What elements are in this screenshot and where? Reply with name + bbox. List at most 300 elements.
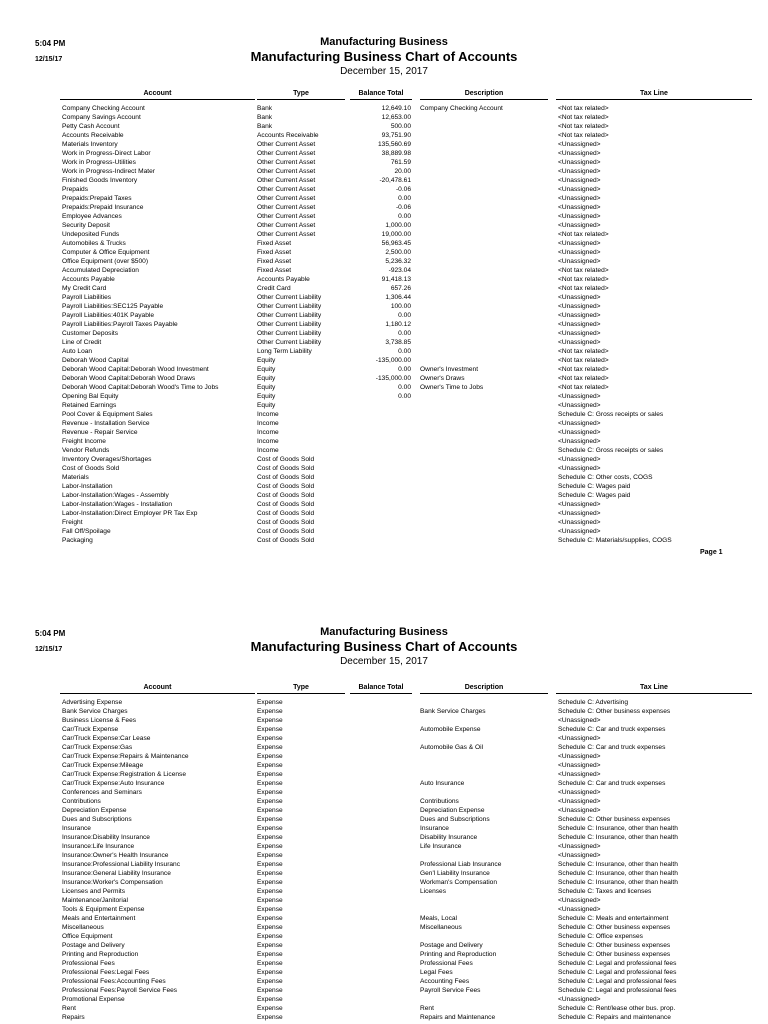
type-cell: Cost of Goods Sold [257,465,315,472]
tax-line-cell: <Unassigned> [558,717,601,724]
tax-line-cell: Schedule C: Wages paid [558,483,631,490]
tax-line-cell: <Not tax related> [558,285,609,292]
table-row [0,779,768,788]
type-cell: Cost of Goods Sold [257,501,315,508]
table-row [0,977,768,986]
account-cell: Car/Truck Expense:Registration & License [62,771,186,778]
balance-cell: 100.00 [390,303,411,310]
description-cell: Accounting Fees [420,978,470,985]
account-cell: Professional Fees:Legal Fees [62,969,150,976]
table-row [0,869,768,878]
account-cell: Vendor Refunds [62,447,110,454]
tax-line-cell: <Not tax related> [558,366,609,373]
type-cell: Equity [257,366,276,373]
table-row [0,905,768,914]
type-cell: Expense [257,852,283,859]
account-cell: Accumulated Depreciation [62,267,139,274]
type-cell: Other Current Asset [257,222,316,229]
type-cell: Fixed Asset [257,258,292,265]
table-row [0,941,768,950]
account-cell: Car/Truck Expense [62,726,119,733]
type-cell: Other Current Liability [257,330,322,337]
type-cell: Expense [257,834,283,841]
account-cell: Payroll Liabilities:Payroll Taxes Payable [62,321,178,328]
account-cell: Maintenance/Janitorial [62,897,128,904]
tax-line-cell: <Unassigned> [558,321,601,328]
balance-cell: 500.00 [390,123,411,130]
account-cell: Dues and Subscriptions [62,816,132,823]
account-cell: Work in Progress-Direct Labor [62,150,151,157]
type-cell: Expense [257,915,283,922]
tax-line-cell: <Unassigned> [558,258,601,265]
tax-line-cell: <Unassigned> [558,249,601,256]
table-row [0,914,768,923]
table-row [0,734,768,743]
account-cell: Rent [62,1005,76,1012]
description-cell: Insurance [420,825,449,832]
balance-cell: 1,306.44 [385,294,411,301]
table-row [0,968,768,977]
balance-cell: 1,180.12 [385,321,411,328]
table-row [0,248,768,257]
table-row [0,923,768,932]
account-cell: Insurance:Worker's Compensation [62,879,163,886]
tax-line-cell: Schedule C: Insurance, other than health [558,825,678,832]
tax-line-cell: Schedule C: Other business expenses [558,816,671,823]
tax-line-cell: Schedule C: Advertising [558,699,629,706]
company-name: Manufacturing Business [320,36,448,48]
report-page-2 [0,590,768,1024]
table-row [0,797,768,806]
account-cell: Cost of Goods Sold [62,465,120,472]
table-row [0,887,768,896]
account-cell: Prepaids:Prepaid Taxes [62,195,132,202]
table-row [0,284,768,293]
tax-line-cell: <Unassigned> [558,438,601,445]
account-cell: Insurance:Owner's Health Insurance [62,852,169,859]
tax-line-cell: Schedule C: Other business expenses [558,924,671,931]
table-row [0,194,768,203]
table-row [0,356,768,365]
account-cell: Licenses and Permits [62,888,126,895]
table-row [0,113,768,122]
tax-line-cell: <Unassigned> [558,852,601,859]
type-cell: Other Current Asset [257,141,316,148]
tax-line-cell: <Unassigned> [558,195,601,202]
table-row [0,176,768,185]
description-cell: Professional Liab Insurance [420,861,502,868]
type-cell: Other Current Liability [257,339,322,346]
account-cell: Company Savings Account [62,114,141,121]
tax-line-cell: <Unassigned> [558,240,601,247]
report-subtitle: December 15, 2017 [340,66,428,77]
tax-line-cell: Schedule C: Taxes and licenses [558,888,652,895]
table-row [0,806,768,815]
table-row [0,203,768,212]
tax-line-cell: <Unassigned> [558,762,601,769]
tax-line-cell: <Unassigned> [558,294,601,301]
table-row [0,167,768,176]
tax-line-cell: <Unassigned> [558,141,601,148]
type-cell: Fixed Asset [257,249,292,256]
table-row [0,122,768,131]
account-cell: Computer & Office Equipment [62,249,150,256]
type-cell: Expense [257,771,283,778]
table-row [0,239,768,248]
type-cell: Cost of Goods Sold [257,528,315,535]
balance-cell: 38,889.98 [381,150,411,157]
type-cell: Fixed Asset [257,240,292,247]
account-cell: Labor-Installation [62,483,113,490]
tax-line-cell: <Unassigned> [558,330,601,337]
type-cell: Accounts Payable [257,276,310,283]
tax-line-cell: <Not tax related> [558,105,609,112]
tax-line-cell: Schedule C: Legal and professional fees [558,969,677,976]
table-row [0,860,768,869]
type-cell: Expense [257,1005,283,1012]
account-cell: Security Deposit [62,222,111,229]
account-cell: Accounts Receivable [62,132,124,139]
type-cell: Other Current Asset [257,231,316,238]
table-row [0,491,768,500]
balance-cell: 20.00 [394,168,411,175]
balance-cell: -135,000.00 [375,375,411,382]
type-cell: Long Term Liability [257,348,312,355]
column-header-description: Description [420,683,548,694]
balance-cell: 0.00 [398,384,411,391]
tax-line-cell: <Not tax related> [558,357,609,364]
column-header-balance: Balance Total [350,683,412,694]
type-cell: Expense [257,699,283,706]
report-title: Manufacturing Business Chart of Accounts [250,49,518,64]
tax-line-cell: <Not tax related> [558,348,609,355]
type-cell: Cost of Goods Sold [257,492,315,499]
description-cell: Owner's Time to Jobs [420,384,484,391]
account-cell: Business License & Fees [62,717,137,724]
balance-cell: 12,653.00 [381,114,411,121]
account-cell: Postage and Delivery [62,942,125,949]
tax-line-cell: Schedule C: Meals and entertainment [558,915,669,922]
tax-line-cell: <Unassigned> [558,150,601,157]
table-row [0,851,768,860]
table-row [0,698,768,707]
tax-line-cell: <Unassigned> [558,996,601,1003]
description-cell: Owner's Investment [420,366,479,373]
table-row [0,329,768,338]
description-cell: Miscellaneous [420,924,462,931]
column-header-account: Account [60,683,255,694]
table-row [0,896,768,905]
tax-line-cell: <Not tax related> [558,276,609,283]
account-cell: Prepaids [62,186,89,193]
type-cell: Expense [257,762,283,769]
balance-cell: -923.04 [388,267,411,274]
table-row [0,932,768,941]
tax-line-cell: <Not tax related> [558,384,609,391]
account-cell: Insurance:Disability Insurance [62,834,150,841]
account-cell: Bank Service Charges [62,708,128,715]
tax-line-cell: <Not tax related> [558,132,609,139]
type-cell: Expense [257,996,283,1003]
type-cell: Expense [257,744,283,751]
type-cell: Expense [257,798,283,805]
balance-cell: 2,500.00 [385,249,411,256]
account-cell: Auto Loan [62,348,93,355]
description-cell: Workman's Compensation [420,879,497,886]
type-cell: Fixed Asset [257,267,292,274]
tax-line-cell: <Unassigned> [558,186,601,193]
table-row [0,788,768,797]
type-cell: Other Current Asset [257,159,316,166]
type-cell: Expense [257,708,283,715]
table-row [0,761,768,770]
tax-line-cell: <Unassigned> [558,159,601,166]
description-cell: Owner's Draws [420,375,465,382]
tax-line-cell: <Unassigned> [558,528,601,535]
type-cell: Expense [257,780,283,787]
account-cell: Line of Credit [62,339,102,346]
balance-cell: 135,560.69 [377,141,411,148]
tax-line-cell: Schedule C: Wages paid [558,492,631,499]
account-cell: Prepaids:Prepaid Insurance [62,204,144,211]
table-row [0,500,768,509]
type-cell: Expense [257,807,283,814]
table-row [0,770,768,779]
type-cell: Expense [257,735,283,742]
account-cell: Printing and Reproduction [62,951,139,958]
type-cell: Expense [257,897,283,904]
account-cell: Meals and Entertainment [62,915,136,922]
account-cell: Office Equipment [62,933,113,940]
account-cell: Miscellaneous [62,924,104,931]
type-cell: Equity [257,375,276,382]
type-cell: Bank [257,114,273,121]
type-cell: Equity [257,384,276,391]
table-row [0,482,768,491]
type-cell: Other Current Asset [257,186,316,193]
column-header-tax-line: Tax Line [556,683,752,694]
table-row [0,410,768,419]
tax-line-cell: <Not tax related> [558,114,609,121]
tax-line-cell: <Unassigned> [558,735,601,742]
description-cell: Meals, Local [420,915,458,922]
account-cell: Car/Truck Expense:Mileage [62,762,144,769]
type-cell: Expense [257,753,283,760]
balance-cell: -20,478.61 [379,177,411,184]
type-cell: Other Current Asset [257,213,316,220]
description-cell: Depreciation Expense [420,807,485,814]
account-cell: Deborah Wood Capital:Deborah Wood Investment [62,366,209,373]
table-row [0,725,768,734]
account-cell: Insurance:Life Insurance [62,843,135,850]
type-cell: Expense [257,843,283,850]
balance-cell: 761.59 [390,159,411,166]
tax-line-cell: Schedule C: Rent/lease other bus. prop. [558,1005,676,1012]
account-cell: Pool Cover & Equipment Sales [62,411,153,418]
account-cell: Insurance:General Liability Insurance [62,870,171,877]
type-cell: Expense [257,987,283,994]
table-row [0,950,768,959]
company-name: Manufacturing Business [320,626,448,638]
tax-line-cell: <Unassigned> [558,303,601,310]
tax-line-cell: Schedule C: Legal and professional fees [558,978,677,985]
account-cell: Professional Fees [62,960,115,967]
account-cell: Contributions [62,798,101,805]
type-cell: Equity [257,357,276,364]
tax-line-cell: Schedule C: Other business expenses [558,942,671,949]
table-row [0,473,768,482]
type-cell: Income [257,438,279,445]
type-cell: Cost of Goods Sold [257,510,315,517]
table-row [0,464,768,473]
type-cell: Accounts Receivable [257,132,319,139]
table-row [0,1004,768,1013]
column-header-account: Account [60,89,255,100]
type-cell: Equity [257,393,276,400]
type-cell: Expense [257,888,283,895]
table-row [0,365,768,374]
account-cell: Materials Inventory [62,141,118,148]
account-cell: Deborah Wood Capital [62,357,129,364]
balance-cell: 12,649.10 [381,105,411,112]
table-row [0,752,768,761]
tax-line-cell: <Not tax related> [558,231,609,238]
table-row [0,185,768,194]
description-cell: Automobile Expense [420,726,481,733]
account-cell: Customer Deposits [62,330,119,337]
column-header-type: Type [257,89,345,100]
table-row [0,302,768,311]
type-cell: Income [257,411,279,418]
tax-line-cell: <Unassigned> [558,177,601,184]
account-cell: Professional Fees:Payroll Service Fees [62,987,178,994]
table-row [0,401,768,410]
account-cell: Undeposited Funds [62,231,120,238]
tax-line-cell: <Unassigned> [558,807,601,814]
balance-cell: 657.26 [390,285,411,292]
account-rows [0,104,768,545]
description-cell: Gen'l Liability Insurance [420,870,490,877]
table-row [0,158,768,167]
tax-line-cell: Schedule C: Car and truck expenses [558,744,666,751]
description-cell: Rent [420,1005,434,1012]
account-cell: Insurance [62,825,91,832]
table-row [0,140,768,149]
account-cell: Accounts Payable [62,276,115,283]
description-cell: Dues and Subscriptions [420,816,490,823]
report-time: 5:04 PM [35,629,66,638]
table-row [0,383,768,392]
tax-line-cell: Schedule C: Car and truck expenses [558,780,666,787]
table-row [0,536,768,545]
tax-line-cell: Schedule C: Other business expenses [558,951,671,958]
description-cell: Disability Insurance [420,834,478,841]
type-cell: Cost of Goods Sold [257,537,315,544]
type-cell: Expense [257,825,283,832]
table-row [0,824,768,833]
description-cell: Life Insurance [420,843,462,850]
account-cell: Promotional Expense [62,996,125,1003]
type-cell: Bank [257,123,273,130]
account-cell: Car/Truck Expense:Gas [62,744,133,751]
tax-line-cell: Schedule C: Materials/supplies, COGS [558,537,672,544]
table-row [0,716,768,725]
account-cell: Labor-Installation:Wages - Installation [62,501,173,508]
account-cell: Inventory Overages/Shortages [62,456,152,463]
report-title: Manufacturing Business Chart of Accounts [250,639,518,654]
column-header-description: Description [420,89,548,100]
tax-line-cell: <Unassigned> [558,843,601,850]
tax-line-cell: <Unassigned> [558,213,601,220]
type-cell: Expense [257,861,283,868]
type-cell: Expense [257,942,283,949]
table-row [0,419,768,428]
type-cell: Cost of Goods Sold [257,474,315,481]
type-cell: Other Current Asset [257,195,316,202]
table-row [0,959,768,968]
balance-cell: -0.06 [395,204,411,211]
tax-line-cell: <Unassigned> [558,501,601,508]
tax-line-cell: Schedule C: Gross receipts or sales [558,411,664,418]
table-row [0,221,768,230]
account-cell: Payroll Liabilities:401K Payable [62,312,155,319]
type-cell: Expense [257,960,283,967]
balance-cell: 0.00 [398,393,411,400]
account-rows [0,698,768,1022]
type-cell: Other Current Asset [257,204,316,211]
balance-cell: 1,000.00 [385,222,411,229]
balance-cell: 5,236.32 [385,258,411,265]
tax-line-cell: Schedule C: Insurance, other than health [558,870,678,877]
account-cell: Repairs [62,1014,85,1021]
table-row [0,743,768,752]
tax-line-cell: <Unassigned> [558,204,601,211]
description-cell: Postage and Delivery [420,942,483,949]
balance-cell: 0.00 [398,330,411,337]
account-cell: Professional Fees:Accounting Fees [62,978,166,985]
type-cell: Other Current Asset [257,168,316,175]
table-row [0,338,768,347]
tax-line-cell: Schedule C: Insurance, other than health [558,834,678,841]
description-cell: Professional Fees [420,960,473,967]
account-cell: Conferences and Seminars [62,789,142,796]
description-cell: Licenses [420,888,447,895]
account-cell: Finished Goods Inventory [62,177,138,184]
table-row [0,815,768,824]
tax-line-cell: <Unassigned> [558,312,601,319]
type-cell: Other Current Liability [257,294,322,301]
account-cell: Office Equipment (over $500) [62,258,149,265]
table-row [0,437,768,446]
account-cell: My Credit Card [62,285,107,292]
table-row [0,149,768,158]
account-cell: Company Checking Account [62,105,145,112]
balance-cell: 56,963.45 [381,240,411,247]
tax-line-cell: <Unassigned> [558,798,601,805]
tax-line-cell: Schedule C: Other costs, COGS [558,474,653,481]
table-row [0,527,768,536]
account-cell: Car/Truck Expense:Auto Insurance [62,780,165,787]
tax-line-cell: <Unassigned> [558,906,601,913]
report-date: 12/15/17 [35,646,63,653]
table-row [0,518,768,527]
account-cell: Work in Progress-Indirect Mater [62,168,155,175]
type-cell: Expense [257,717,283,724]
table-row [0,293,768,302]
type-cell: Expense [257,951,283,958]
description-cell: Auto Insurance [420,780,465,787]
type-cell: Cost of Goods Sold [257,483,315,490]
